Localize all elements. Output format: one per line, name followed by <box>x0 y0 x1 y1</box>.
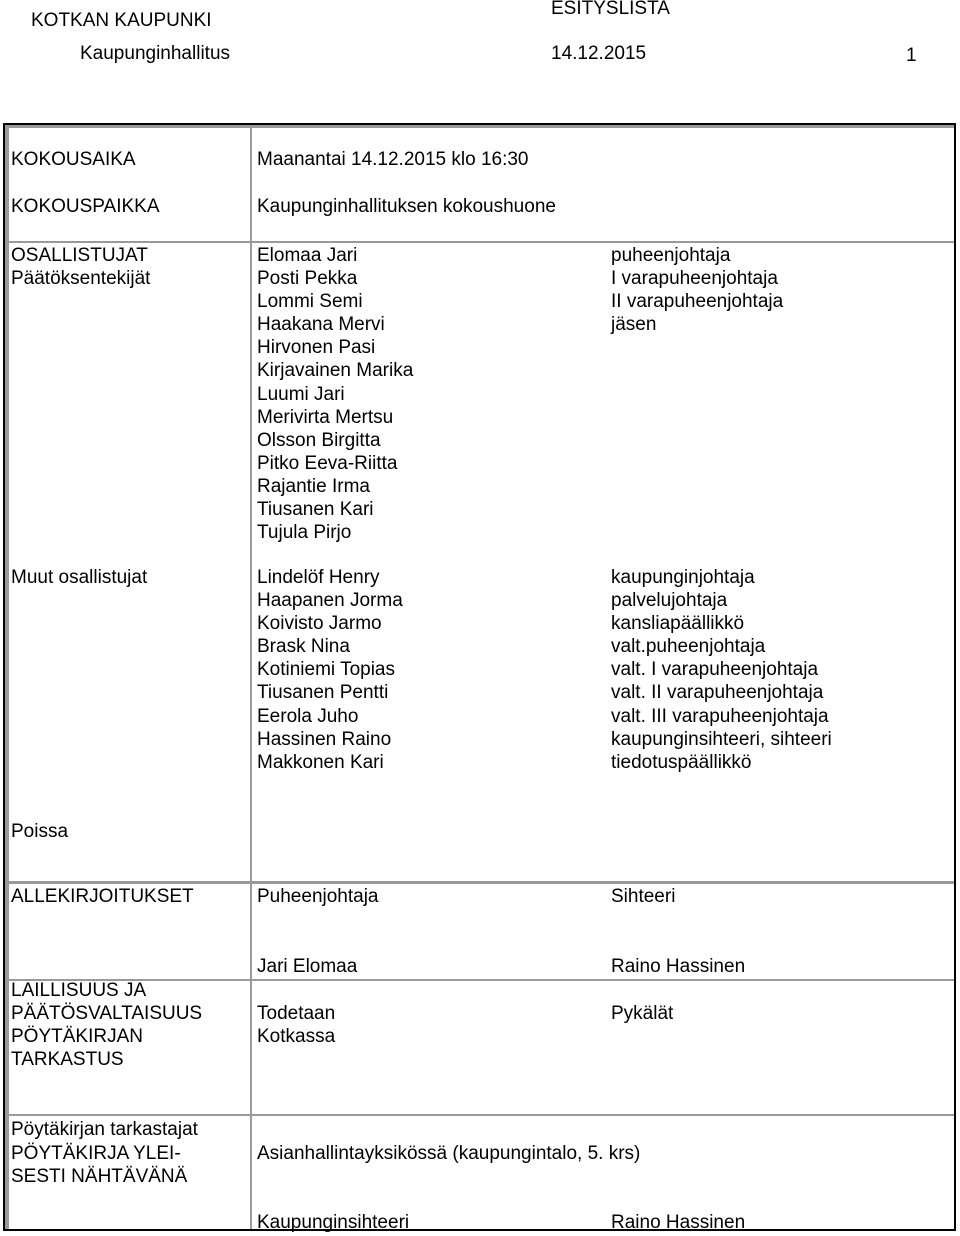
participants-names <box>257 244 413 544</box>
participant-name: Haakana Mervi <box>257 314 385 336</box>
other-role: valt. II varapuheenjohtaja <box>611 682 824 704</box>
review-label-line: PÖYTÄKIRJAN <box>11 1026 143 1048</box>
other-role: valt. III varapuheenjohtaja <box>611 705 829 727</box>
participant-name: Olsson Birgitta <box>257 429 381 451</box>
absent-label: Poissa <box>11 821 69 842</box>
chair-name: Jari Elomaa <box>257 956 358 977</box>
other-name: Brask Nina <box>257 636 350 658</box>
secretary-name: Raino Hassinen <box>611 956 746 977</box>
participant-name: Tujula Pirjo <box>257 522 352 544</box>
participant-role: I varapuheenjohtaja <box>611 268 778 290</box>
city-name: KOTKAN KAUPUNKI <box>31 10 212 31</box>
meeting-time-value: Maanantai 14.12.2015 klo 16:30 <box>257 149 529 170</box>
other-role: kaupunginjohtaja <box>611 567 755 588</box>
public-label-line: SESTI NÄHTÄVÄNÄ <box>11 1166 188 1188</box>
participant-name: Merivirta Mertsu <box>257 406 394 428</box>
board-name: Kaupunginhallitus <box>80 43 231 64</box>
participant-role: puheenjohtaja <box>611 245 731 266</box>
row-divider <box>9 1114 954 1116</box>
legality-value: Todetaan <box>257 1003 336 1024</box>
meeting-place-label: KOKOUSPAIKKA <box>11 196 160 217</box>
participants-label-line: Päätöksentekijät <box>11 268 151 290</box>
header-date: 14.12.2015 <box>551 43 647 64</box>
other-name: Kotiniemi Topias <box>257 659 396 681</box>
others-label: Muut osallistujat <box>11 567 148 588</box>
other-role: palvelujohtaja <box>611 590 728 612</box>
review-label-line: TARKASTUS <box>11 1049 124 1071</box>
participant-name: Lommi Semi <box>257 291 363 313</box>
table-border-bottom <box>3 1229 956 1231</box>
participant-role: jäsen <box>611 314 657 336</box>
legality-label-line: PÄÄTÖSVALTAISUUS <box>11 1003 203 1025</box>
page-number: 1 <box>906 45 917 66</box>
participant-name: Luumi Jari <box>257 383 345 405</box>
row-divider <box>9 881 954 884</box>
other-name: Tiusanen Pentti <box>257 682 389 704</box>
participants-roles <box>611 244 783 336</box>
participant-name: Tiusanen Kari <box>257 499 374 521</box>
other-name: Makkonen Kari <box>257 751 384 773</box>
participant-name: Elomaa Jari <box>257 245 358 266</box>
meeting-place-value: Kaupunginhallituksen kokoushuone <box>257 196 556 217</box>
others-names <box>257 566 403 774</box>
other-name: Haapanen Jorma <box>257 590 403 612</box>
other-role: valt. I varapuheenjohtaja <box>611 659 819 681</box>
other-role: valt.puheenjohtaja <box>611 636 766 658</box>
other-name: Koivisto Jarmo <box>257 613 382 635</box>
table-shadow-top <box>5 125 954 128</box>
public-label-line: PÖYTÄKIRJA YLEI- <box>11 1143 181 1164</box>
other-role: kansliapäällikkö <box>611 613 745 635</box>
participant-role: II varapuheenjohtaja <box>611 291 784 313</box>
participant-name: Pitko Eeva-Riitta <box>257 452 398 474</box>
participant-name: Rajantie Irma <box>257 475 370 497</box>
table-shadow-left <box>5 125 9 1229</box>
chair-title: Puheenjohtaja <box>257 886 379 907</box>
review-place: Kotkassa <box>257 1026 336 1048</box>
legality-review-values <box>257 1002 335 1048</box>
participants-label <box>11 244 150 290</box>
official-name: Raino Hassinen <box>611 1212 746 1233</box>
public-location: Asianhallintayksikössä (kaupungintalo, 5. krs) <box>257 1143 641 1164</box>
meeting-time-label: KOKOUSAIKA <box>11 149 136 170</box>
reviewers-label: Pöytäkirjan tarkastajat <box>11 1119 198 1140</box>
participants-label-line: OSALLISTUJAT <box>11 245 148 266</box>
other-name: Hassinen Raino <box>257 728 392 750</box>
document-type: ESITYSLISTA <box>551 0 670 19</box>
legality-label-line: LAILLISUUS JA <box>11 980 147 1001</box>
column-divider <box>250 128 252 1229</box>
official-title: Kaupunginsihteeri <box>257 1212 410 1233</box>
other-role: tiedotuspäällikkö <box>611 751 752 773</box>
sections-label: Pykälät <box>611 1003 674 1024</box>
public-label <box>11 1142 187 1188</box>
legality-review-labels <box>11 979 202 1071</box>
participant-name: Kirjavainen Marika <box>257 360 414 382</box>
others-roles <box>611 566 832 774</box>
secretary-title: Sihteeri <box>611 886 676 907</box>
table-border-right <box>954 123 956 1231</box>
other-role: kaupunginsihteeri, sihteeri <box>611 728 832 750</box>
other-name: Lindelöf Henry <box>257 567 380 588</box>
participant-name: Posti Pekka <box>257 268 358 290</box>
signatures-label: ALLEKIRJOITUKSET <box>11 886 194 907</box>
row-divider <box>9 241 954 243</box>
participant-name: Hirvonen Pasi <box>257 337 376 359</box>
other-name: Eerola Juho <box>257 705 359 727</box>
